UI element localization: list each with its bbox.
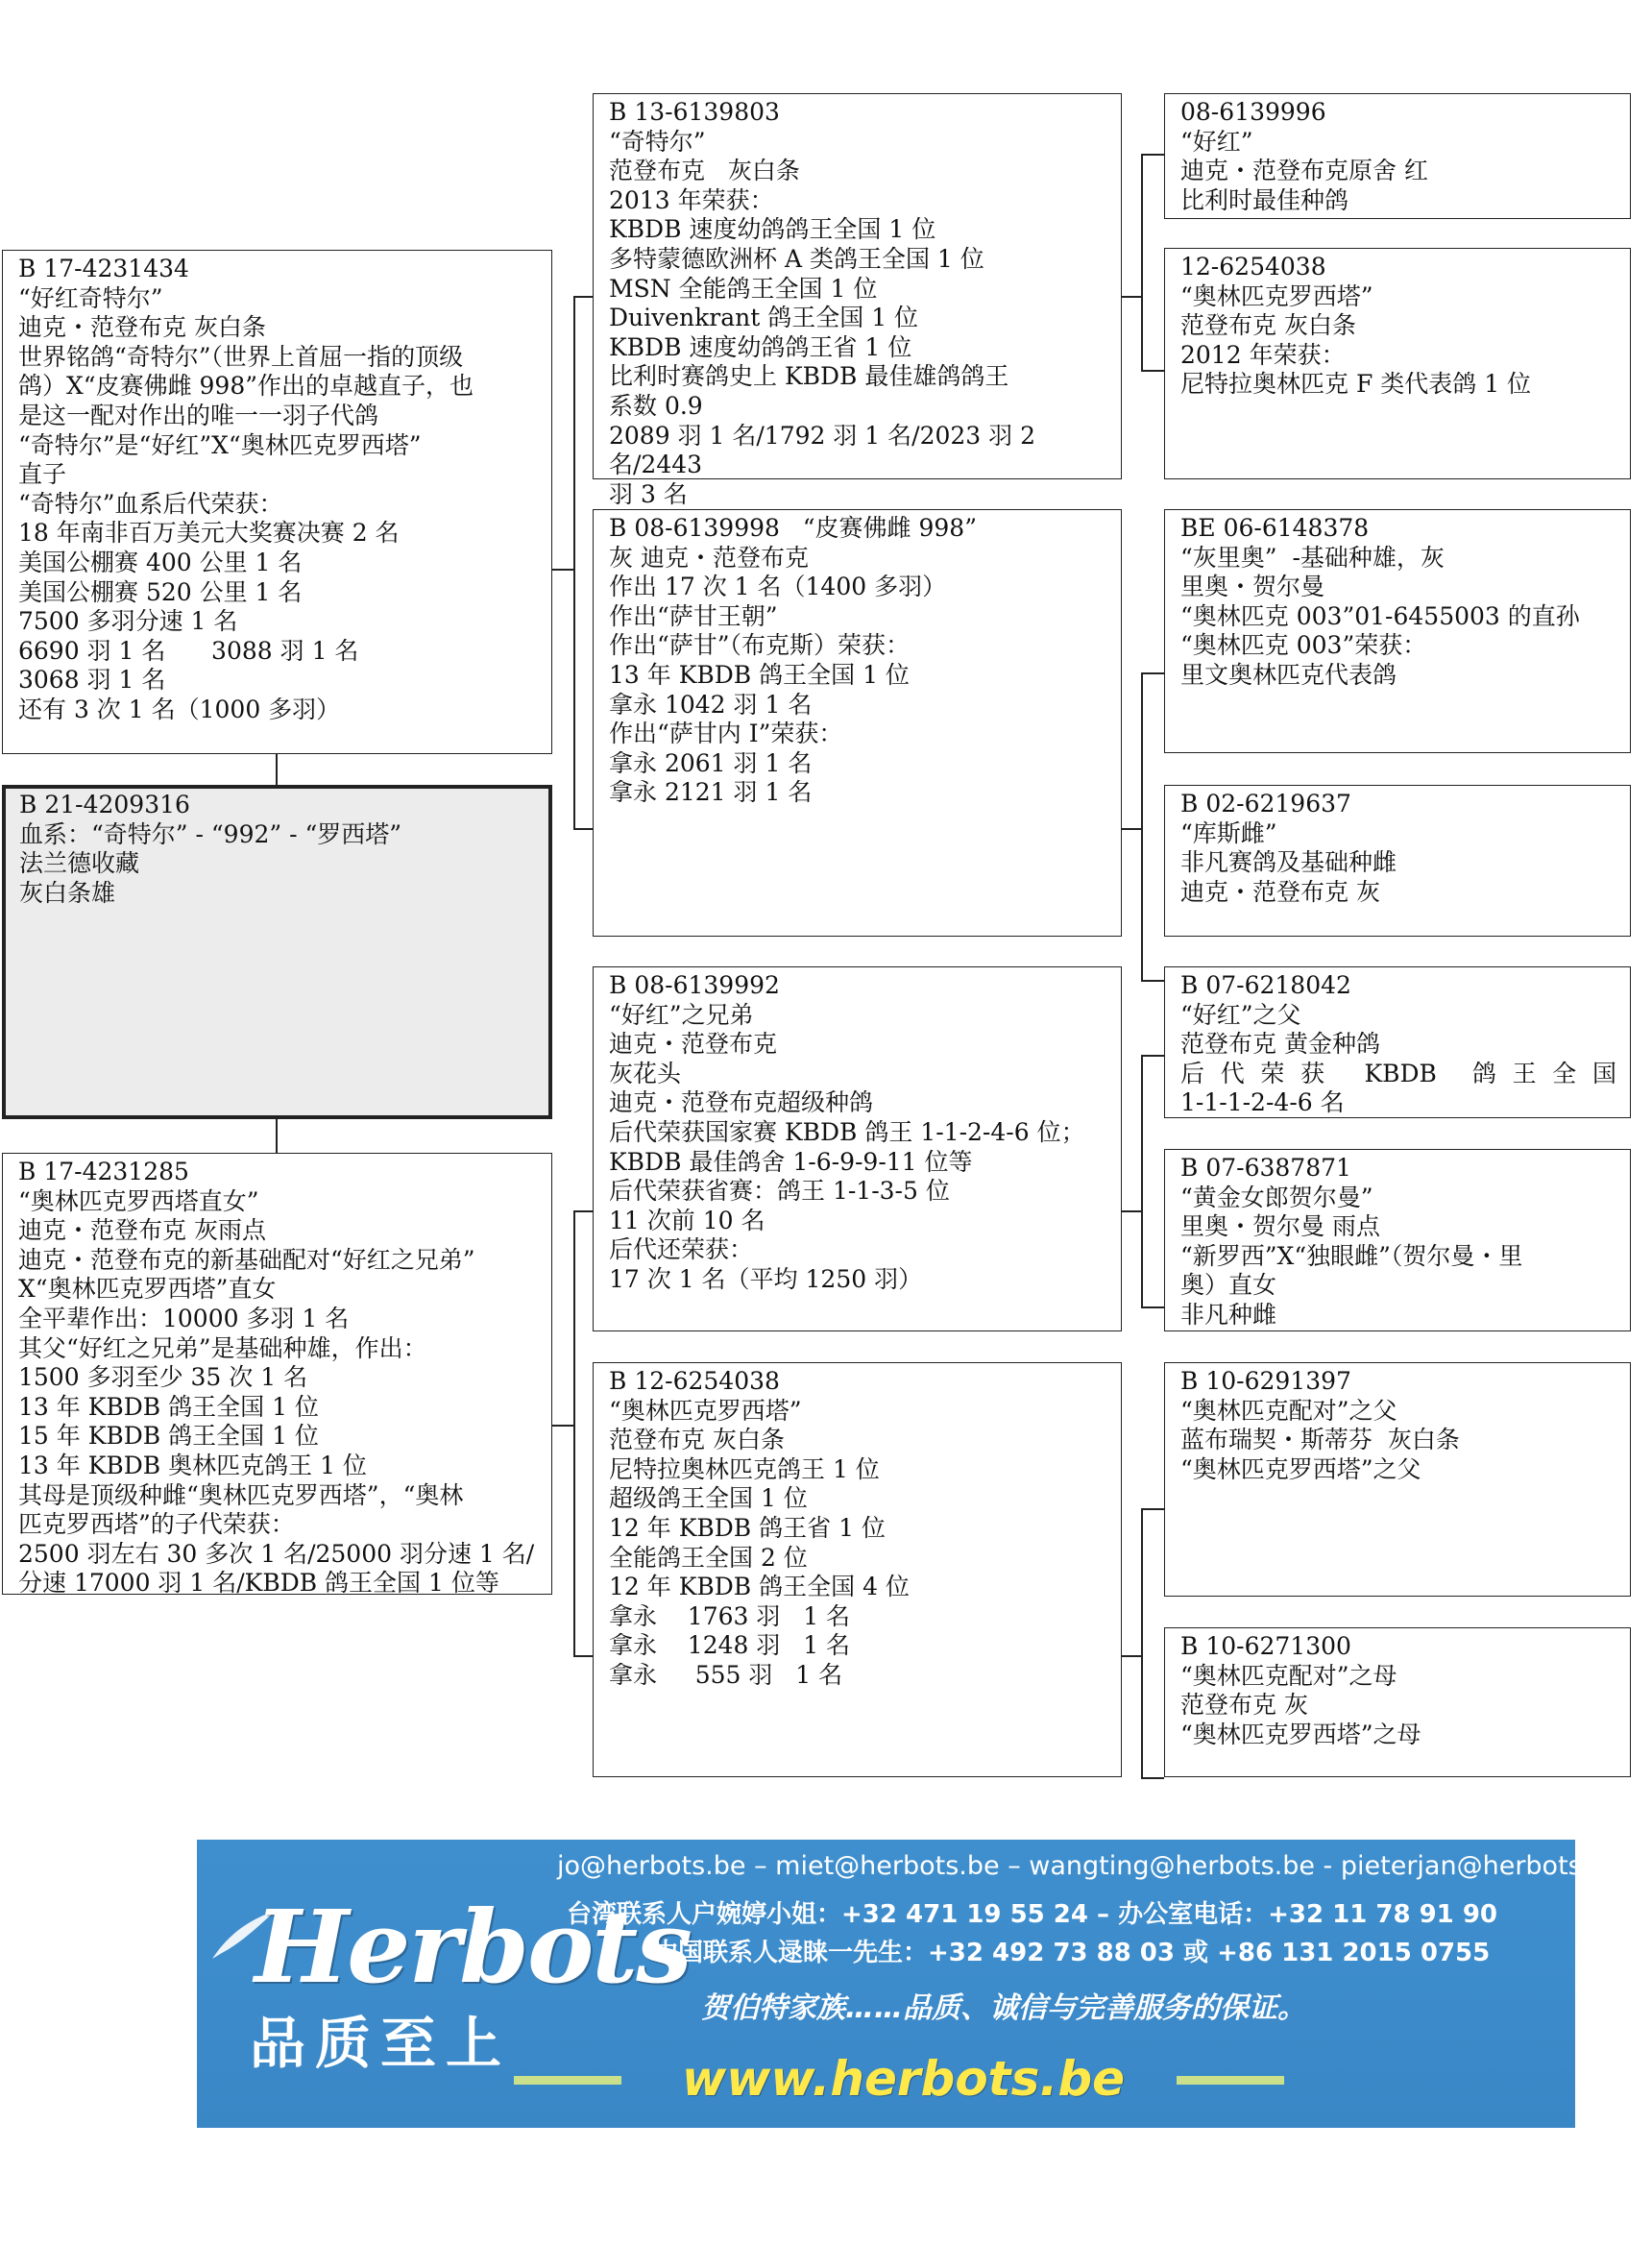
pedigree-line: 作出 17 次 1 名（1400 多羽） bbox=[609, 573, 947, 601]
connector bbox=[1141, 154, 1164, 156]
pedigree-line: 11 次前 10 名 bbox=[609, 1206, 765, 1234]
ring-number: B 02-6219637 bbox=[1180, 790, 1351, 818]
pedigree-line: 拿永 1248 羽 1 名 bbox=[609, 1631, 851, 1660]
pedigree-line: 里奥・贺尔曼 雨点 bbox=[1180, 1212, 1380, 1241]
connector bbox=[1141, 672, 1164, 674]
pedigree-line: 美国公棚赛 520 公里 1 名 bbox=[18, 577, 303, 606]
connector bbox=[1141, 1508, 1143, 1777]
pedigree-line: 奥）直女 bbox=[1180, 1271, 1277, 1300]
pedigree-line: 范登布克 灰 bbox=[1180, 1691, 1308, 1720]
pedigree-line: 全平辈作出：10000 多羽 1 名 bbox=[18, 1304, 350, 1332]
pedigree-line: 灰 迪克・范登布克 bbox=[609, 543, 809, 572]
connector bbox=[573, 1210, 593, 1212]
email-list: jo@herbots.be – miet@herbots.be – wangting@herbots.be - pieterjan@herbots.be bbox=[557, 1851, 1623, 1881]
pedigree-line: “奥林匹克罗西塔直女” bbox=[18, 1186, 259, 1215]
ring-number: B 12-6254038 bbox=[609, 1367, 780, 1395]
ring-number: B 21-4209316 bbox=[19, 791, 190, 818]
dds-card bbox=[1164, 1362, 1631, 1597]
pedigree-line: KBDB 最佳鸽舍 1-6-9-9-11 位等 bbox=[609, 1147, 973, 1176]
pedigree-line: “奥林匹克罗西塔” bbox=[1180, 281, 1373, 310]
pedigree-line: “好红奇特尔” bbox=[18, 283, 163, 312]
pedigree-line: 尼特拉奥林匹克鸽王 1 位 bbox=[609, 1454, 880, 1483]
pedigree-line: 2500 羽左右 30 多次 1 名/25000 羽分速 1 名/ bbox=[18, 1539, 535, 1568]
pedigree-line: 比利时最佳种鸽 bbox=[1180, 185, 1349, 214]
pedigree-line: 非凡种雌 bbox=[1180, 1300, 1277, 1329]
connector bbox=[1122, 828, 1141, 830]
connector bbox=[1141, 980, 1164, 982]
ring-number: B 13-6139803 bbox=[609, 98, 780, 126]
pedigree-line: 迪克・范登布克 bbox=[609, 1030, 778, 1059]
pedigree-line: “灰里奥” -基础种雄，灰 bbox=[1180, 543, 1445, 572]
pedigree-line: “好红”之父 bbox=[1180, 1000, 1301, 1029]
ring-number: B 17-4231285 bbox=[18, 1158, 189, 1185]
dsd-card bbox=[1164, 1149, 1631, 1331]
pedigree-line: 作出“萨甘内 I”荣获： bbox=[609, 720, 843, 748]
pedigree-line: KBDB 速度幼鸽鸽王省 1 位 bbox=[609, 332, 912, 361]
pedigree-line: 17 次 1 名（平均 1250 羽） bbox=[609, 1264, 923, 1293]
pedigree-line: 范登布克 黄金种鸽 bbox=[1180, 1030, 1380, 1059]
connector bbox=[550, 1425, 573, 1427]
connector bbox=[573, 1655, 593, 1657]
pedigree-line: 其母是顶级种雌“奥林匹克罗西塔”，“奥林 bbox=[18, 1480, 464, 1509]
pedigree-line: MSN 全能鸽王全国 1 位 bbox=[609, 274, 878, 303]
pedigree-line: 是这一配对作出的唯一一羽子代鸽 bbox=[18, 401, 379, 429]
ssd-card bbox=[1164, 248, 1631, 479]
pedigree-line: “奥林匹克 003”荣获： bbox=[1180, 631, 1427, 660]
pedigree-line: 作出“萨甘”（布克斯）荣获： bbox=[609, 631, 911, 660]
pedigree-line: 范登布克 灰白条 bbox=[1180, 311, 1356, 340]
tagline: 贺伯特家族……品质、诚信与完善服务的保证。 bbox=[701, 1991, 1306, 2025]
pedigree-line: 蓝布瑞契・斯蒂芬 灰白条 bbox=[1180, 1426, 1460, 1454]
pedigree-line: “好红” bbox=[1180, 127, 1253, 156]
pedigree-line: 15 年 KBDB 鸽王全国 1 位 bbox=[18, 1422, 319, 1451]
contact-taiwan: 台湾联系人户婉婷小姐：+32 471 19 55 24 – 办公室电话：+32 11 78 91 90 bbox=[567, 1900, 1497, 1929]
connector bbox=[573, 828, 593, 830]
ring-number: B 10-6291397 bbox=[1180, 1367, 1351, 1395]
connector bbox=[276, 1116, 278, 1153]
ring-number: B 07-6387871 bbox=[1180, 1154, 1351, 1182]
pedigree-line: 超级鸽王全国 1 位 bbox=[609, 1484, 808, 1513]
ring-number: BE 06-6148378 bbox=[1180, 514, 1370, 542]
connector bbox=[1122, 1655, 1141, 1657]
pedigree-line: 13 年 KBDB 奥林匹克鸽王 1 位 bbox=[18, 1451, 367, 1479]
pedigree-line: 后代荣获省赛：鸽王 1-1-3-5 位 bbox=[609, 1177, 950, 1206]
pedigree-line: “黄金女郎贺尔曼” bbox=[1180, 1183, 1373, 1211]
sds-card bbox=[1164, 509, 1631, 753]
pedigree-line: “奥林匹克罗西塔”之父 bbox=[1180, 1454, 1421, 1483]
dam-card bbox=[2, 1153, 552, 1598]
pedigree-line: 12 年 KBDB 鸽王全国 4 位 bbox=[609, 1573, 910, 1601]
pedigree-line: 还有 3 次 1 名（1000 多羽） bbox=[18, 695, 341, 723]
pedigree-line: 后代还荣获： bbox=[609, 1235, 754, 1264]
ring-number: B 08-6139992 bbox=[609, 971, 780, 999]
connector bbox=[1141, 1508, 1164, 1510]
pedigree-line: Duivenkrant 鸽王全国 1 位 bbox=[609, 304, 919, 332]
ring-number: 12-6254038 bbox=[1180, 253, 1326, 281]
pedigree-line: “奥林匹克 003”01-6455003 的直孙 bbox=[1180, 601, 1580, 630]
herbots-banner bbox=[197, 1840, 1623, 2128]
pedigree-line: 2013 年荣获： bbox=[609, 185, 774, 214]
pedigree-line: 分速 17000 羽 1 名/KBDB 鸽王全国 1 位等 bbox=[18, 1569, 499, 1598]
pedigree-line: 世界铭鸽“奇特尔”（世界上首屈一指的顶级 bbox=[18, 342, 464, 371]
pedigree-line: 拿永 555 羽 1 名 bbox=[609, 1660, 843, 1689]
slogan: 品质至上 bbox=[250, 2011, 512, 2076]
pedigree-line: KBDB 速度幼鸽鸽王全国 1 位 bbox=[609, 215, 936, 244]
pedigree-line: 后代荣获国家赛 KBDB 鸽王 1-1-2-4-6 位； bbox=[609, 1117, 1085, 1146]
ring-number: 08-6139996 bbox=[1180, 98, 1326, 126]
sire-sire-card bbox=[593, 93, 1122, 508]
pedigree-line: 非凡赛鸽及基础种雌 bbox=[1180, 848, 1397, 877]
pedigree-line: “奥林匹克罗西塔” bbox=[609, 1396, 802, 1425]
dam-dam-card bbox=[593, 1362, 1122, 1777]
ring-number: B 07-6218042 bbox=[1180, 971, 1351, 999]
pedigree-line: 1-1-1-2-4-6 名 bbox=[1180, 1088, 1345, 1117]
pedigree-line: 其父“好红之兄弟”是基础种雄，作出： bbox=[18, 1333, 427, 1362]
pedigree-line: 迪克・范登布克 灰 bbox=[1180, 877, 1380, 906]
pedigree-line: 匹克罗西塔”的子代荣获： bbox=[18, 1510, 295, 1539]
pedigree-line: “好红”之兄弟 bbox=[609, 1000, 754, 1029]
sdd-card bbox=[1164, 785, 1631, 937]
connector bbox=[1141, 154, 1143, 370]
pedigree-line: 1500 多羽至少 35 次 1 名 bbox=[18, 1363, 308, 1392]
pedigree-line: 拿永 1763 羽 1 名 bbox=[609, 1601, 851, 1630]
pedigree-line: 2012 年荣获： bbox=[1180, 340, 1346, 369]
pedigree-line: 鸽）X“皮赛佛雌 998”作出的卓越直子，也 bbox=[18, 372, 474, 401]
pedigree-line: “奥林匹克罗西塔”之母 bbox=[1180, 1720, 1421, 1748]
pedigree-line: 美国公棚赛 400 公里 1 名 bbox=[18, 548, 303, 576]
pedigree-line: “奥林匹克配对”之父 bbox=[1180, 1396, 1397, 1425]
ddd-card bbox=[1164, 1627, 1631, 1777]
pedigree-line: 迪克・范登布克 灰雨点 bbox=[18, 1216, 266, 1245]
ring-number: B 08-6139998 “皮赛佛雌 998” bbox=[609, 514, 977, 542]
pedigree-line: 范登布克 灰白条 bbox=[609, 157, 800, 185]
herbots-logo: Herbots bbox=[255, 1888, 691, 2006]
pedigree-line: “新罗西”X“独眼雌”（贺尔曼・里 bbox=[1180, 1241, 1523, 1270]
connector bbox=[1122, 1210, 1141, 1212]
pedigree-line: 13 年 KBDB 鸽王全国 1 位 bbox=[609, 660, 910, 689]
dss-card bbox=[1164, 966, 1631, 1118]
sss-card bbox=[1164, 93, 1631, 219]
pedigree-line: 后 代 荣 获 KBDB 鸽 王 全 国 bbox=[1180, 1059, 1616, 1087]
pedigree-line: 12 年 KBDB 鸽王省 1 位 bbox=[609, 1513, 886, 1542]
pedigree-line: “奥林匹克配对”之母 bbox=[1180, 1661, 1397, 1690]
connector bbox=[1141, 1777, 1164, 1779]
pedigree-line: 18 年南非百万美元大奖赛决赛 2 名 bbox=[18, 519, 400, 548]
pedigree-line: “奇特尔”是“好红”X“奥林匹克罗西塔” bbox=[18, 430, 422, 459]
pedigree-line: 范登布克 灰白条 bbox=[609, 1426, 785, 1454]
pedigree-line: 6690 羽 1 名 3088 羽 1 名 bbox=[18, 636, 359, 665]
pedigree-line: 3068 羽 1 名 bbox=[18, 666, 166, 695]
connector bbox=[1122, 296, 1141, 298]
pedigree-line: 系数 0.9 bbox=[609, 391, 703, 420]
dam-sire-card bbox=[593, 966, 1122, 1331]
pedigree-line: 全能鸽王全国 2 位 bbox=[609, 1543, 808, 1572]
pedigree-line: 里文奥林匹克代表鸽 bbox=[1180, 660, 1397, 689]
contact-china: 中国联系人逯睐一先生：+32 492 73 88 03 或 +86 131 2015 0755 bbox=[653, 1939, 1491, 1967]
pedigree-line: 13 年 KBDB 鸽王全国 1 位 bbox=[18, 1392, 319, 1421]
pedigree-line: 迪克・范登布克 灰白条 bbox=[18, 313, 266, 342]
pedigree-line: 灰花头 bbox=[609, 1059, 682, 1087]
pedigree-line: 直子 bbox=[18, 460, 67, 489]
sire-card bbox=[2, 250, 552, 754]
website-link[interactable]: www.herbots.be bbox=[682, 2051, 1126, 2107]
pedigree-line: 多特蒙德欧洲杯 A 类鸽王全国 1 位 bbox=[609, 244, 984, 273]
pedigree-line: 作出“萨甘王朝” bbox=[609, 601, 778, 630]
pedigree-line: 羽 3 名 bbox=[609, 479, 688, 508]
connector bbox=[1141, 1055, 1143, 1306]
subject-card bbox=[2, 785, 552, 1119]
pedigree-line: 迪克・范登布克超级种鸽 bbox=[609, 1088, 874, 1117]
connector bbox=[550, 569, 573, 571]
connector bbox=[573, 296, 575, 828]
ring-number: B 17-4231434 bbox=[18, 255, 189, 282]
connector bbox=[1141, 370, 1164, 372]
pedigree-line: 里奥・贺尔曼 bbox=[1180, 573, 1325, 601]
pedigree-line: 拿永 2061 羽 1 名 bbox=[609, 748, 813, 777]
pedigree-line: 拿永 1042 羽 1 名 bbox=[609, 690, 813, 719]
decorative-bar-right bbox=[1177, 2076, 1284, 2085]
pedigree-line: 7500 多羽分速 1 名 bbox=[18, 607, 238, 636]
decorative-bar-left bbox=[514, 2076, 621, 2085]
connector bbox=[573, 296, 593, 298]
pedigree-line: “奇特尔”血系后代荣获： bbox=[18, 489, 283, 518]
pedigree-line: 拿永 2121 羽 1 名 bbox=[609, 778, 813, 807]
connector bbox=[573, 1210, 575, 1655]
ring-number: B 10-6271300 bbox=[1180, 1632, 1351, 1660]
pedigree-line: X“奥林匹克罗西塔”直女 bbox=[18, 1275, 277, 1304]
sire-dam-card bbox=[593, 509, 1122, 937]
pedigree-line: 法兰德收藏 bbox=[19, 849, 140, 878]
pedigree-line: 比利时赛鸽史上 KBDB 最佳雄鸽鸽王 bbox=[609, 362, 1009, 391]
pedigree-line: 尼特拉奥林匹克 F 类代表鸽 1 位 bbox=[1180, 370, 1532, 399]
pedigree-line: “库斯雌” bbox=[1180, 818, 1277, 847]
pedigree-line: 2089 羽 1 名/1792 羽 1 名/2023 羽 2 名/2443 bbox=[609, 421, 1043, 479]
connector bbox=[1141, 1055, 1164, 1057]
pedigree-line: 迪克・范登布克的新基础配对“好红之兄弟” bbox=[18, 1245, 475, 1274]
pedigree-line: 血系：“奇特尔” - “992” - “罗西塔” bbox=[19, 819, 402, 848]
connector bbox=[1141, 672, 1143, 980]
pedigree-line: 迪克・范登布克原舍 红 bbox=[1180, 157, 1428, 185]
connector bbox=[1141, 1306, 1164, 1308]
pedigree-line: 灰白条雄 bbox=[19, 878, 116, 907]
pedigree-line: “奇特尔” bbox=[609, 127, 706, 156]
